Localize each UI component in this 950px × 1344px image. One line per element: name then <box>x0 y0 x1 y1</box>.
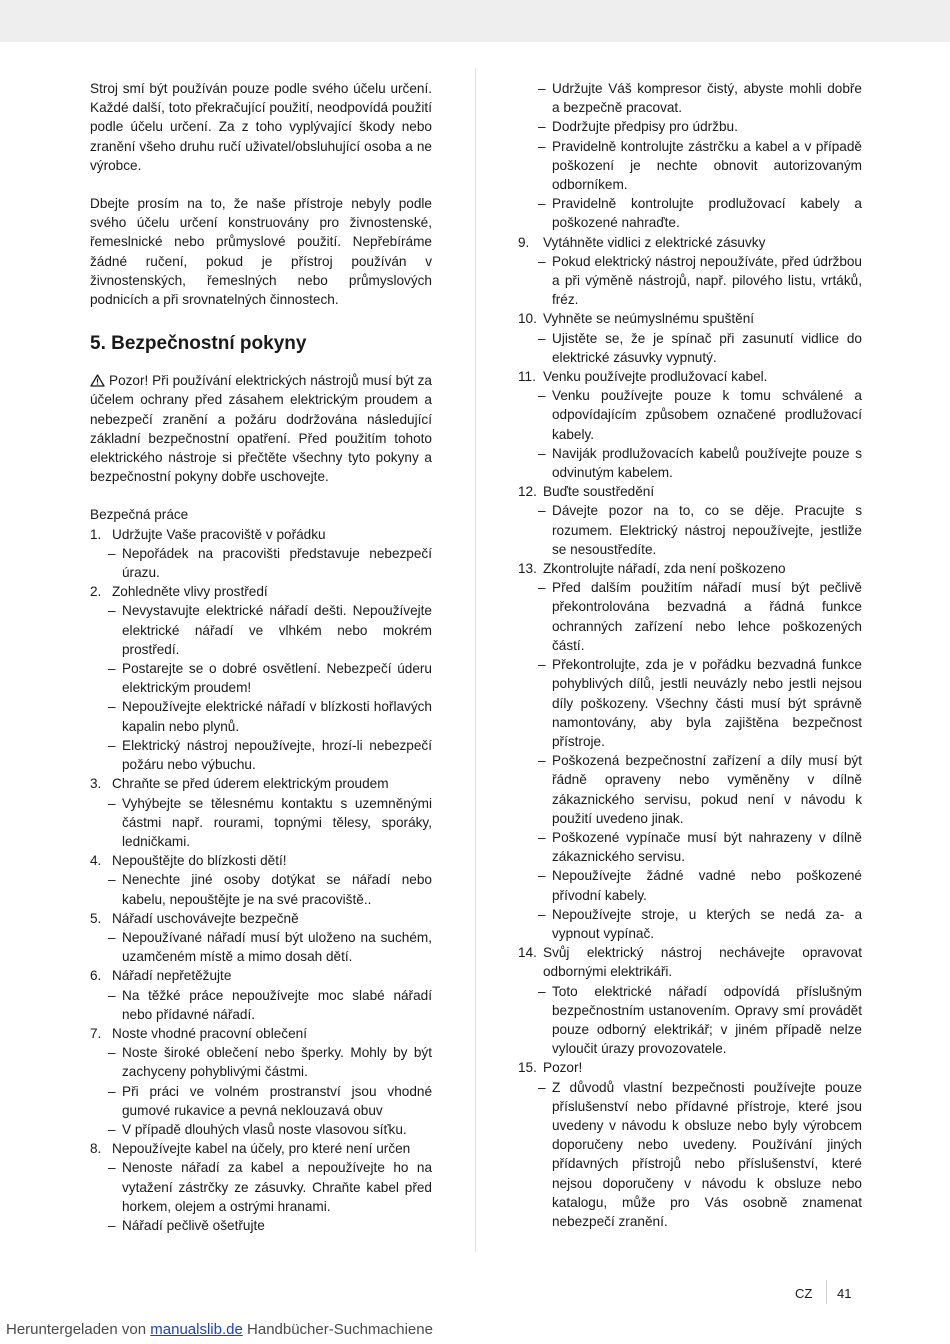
dash-marker: – <box>538 445 546 461</box>
page-number: 41 <box>837 1286 852 1301</box>
dash-marker: – <box>108 1083 116 1099</box>
bullet-item <box>518 386 862 444</box>
bullet-item <box>90 870 432 908</box>
item-text: Na těžké práce nepoužívejte moc slabé nářadí nebo přídavné nářadí. <box>122 987 432 1022</box>
bullet-item <box>518 252 862 310</box>
item-text: Nepoužívejte elektrické nářadí v blízkosti hořlavých kapalin nebo plynů. <box>122 699 432 734</box>
item-text: Noste široké oblečení nebo šperky. Mohly by být zachyceny pohyblivými částmi. <box>122 1045 432 1080</box>
dash-marker: – <box>538 138 546 154</box>
item-text: Dodržujte předpisy pro údržbu. <box>552 119 738 135</box>
item-text: Toto elektrické nářadí odpovídá příslušným bezpečnostním ustanovením. Opravy smí provádět pouze odborný elektrikář; v jiném případě nelze vyloučit úrazy provozovatele. <box>552 983 862 1057</box>
item-text: Nepoužívejte stroje, u kterých se nedá za- a vypnout vypínač. <box>552 906 862 941</box>
dash-marker: – <box>538 657 546 673</box>
dash-marker: – <box>538 580 546 596</box>
column-divider <box>475 68 476 1252</box>
bullet-item <box>90 794 432 852</box>
numbered-item <box>518 233 862 252</box>
warning-text: Pozor! Při používání elektrických nástrojů musí být za účelem ochrany před zásahem elektrickým proudem a nebezpečí zranění a požáru dodržována následující základní bezpečnostní opatření. Před použitím tohoto elektrického nástroje si přečtěte všechny tyto pokyny a bezpečnostní pokyny dobře uschovejte. <box>90 373 432 485</box>
item-text: Udržujte Váš kompresor čistý, abyste mohli dobře a bezpečně pracovat. <box>552 81 862 116</box>
item-text: Nevystavujte elektrické nářadí dešti. Nepoužívejte elektrické nářadí ve vlhkém nebo mokrém prostředí. <box>122 603 432 657</box>
bullet-item <box>518 117 862 136</box>
right-safety-list <box>518 79 862 1231</box>
bullet-item <box>90 544 432 582</box>
bullet-item <box>90 1082 432 1120</box>
item-text: Zkontrolujte nářadí, zda není poškozeno <box>543 561 786 577</box>
item-text: Vyhýbejte se tělesnému kontaktu s uzemněnými částmi např. rourami, topnými tělesy, sporáky, ledničkami. <box>122 795 432 849</box>
item-text: Chraňte se před úderem elektrickým proudem <box>112 776 389 792</box>
item-text: Elektrický nástroj nepoužívejte, hrozí-li nebezpečí požáru nebo výbuchu. <box>122 737 432 773</box>
item-number: 11. <box>518 369 536 385</box>
dash-marker: – <box>108 545 116 561</box>
item-text: Nenoste nářadí za kabel a nepoužívejte ho na vytažení zástrčky ze zásuvky. Chraňte kabel před horkem, olejem a ostrými hranami. <box>122 1160 432 1214</box>
item-text: Při práci ve volném prostranství jsou vhodné gumové rukavice a pevná neklouzavá obuv <box>122 1083 432 1118</box>
left-column <box>90 79 432 1235</box>
dash-marker: – <box>108 737 116 753</box>
item-text: Postarejte se o dobré osvětlení. Nebezpečí úderu elektrickým proudem! <box>122 661 432 696</box>
manualslib-link[interactable]: manualslib.de <box>150 1321 243 1338</box>
dash-marker: – <box>538 253 546 269</box>
bullet-item <box>518 866 862 904</box>
numbered-item <box>90 1024 432 1043</box>
dash-marker: – <box>108 661 116 677</box>
bullet-item <box>90 1043 432 1081</box>
bullet-item <box>90 697 432 735</box>
bullet-item <box>518 982 862 1059</box>
item-number: 14. <box>518 945 537 961</box>
top-bar <box>0 0 950 42</box>
download-prefix: Heruntergeladen von <box>6 1321 147 1338</box>
intro-paragraph-1: Stroj smí být používán pouze podle svého účelu určení. Každé další, toto překračující použití, neodpovídá použití podle účelu určení. Za z toho vyplývající škody nebo zranění všeho druhu ručí uživatel/obsluhující osoba a ne výrobce. <box>90 81 432 173</box>
item-text: Zohledněte vlivy prostředí <box>112 584 268 600</box>
item-text: Z důvodů vlastní bezpečnosti používejte pouze příslušenství nebo přídavné přístroje, které jsou uvedeny v návodu k obsluze nebo byly výrobcem doporučeny nebo uvedeny. Používání jiných přídavných přístrojů nebo příslušenství, které nejsou doporučeny v návodu k obsluze nebo katalogu, může pro Vás osobně znamenat nebezpečí zranění. <box>552 1079 862 1229</box>
bullet-item <box>518 79 862 117</box>
dash-marker: – <box>108 1045 116 1061</box>
item-number: 5. <box>90 910 102 926</box>
intro-paragraph-2: Dbejte prosím na to, že naše přístroje nebyly podle svého účelu určení konstruovány pro živnostenské, řemeslnické nebo průmyslové použití. Nepřebíráme žádné ručení, pokud je přístroj používán v živnostenských, řemeslných nebo průmyslových podnicích a při srovnatelných činnostech. <box>90 196 432 308</box>
item-text: Nepoužívejte žádné vadné nebo poškozené přívodní kabely. <box>552 868 862 903</box>
dash-marker: – <box>108 1160 116 1176</box>
item-text: Nářadí pečlivě ošetřujte <box>122 1217 265 1233</box>
bullet-item <box>90 659 432 697</box>
dash-marker: – <box>538 829 546 845</box>
item-text: Pokud elektrický nástroj nepoužíváte, před údržbou a při výměně nástrojů, např. pilového listu, vrtáků, fréz. <box>552 253 862 308</box>
numbered-item <box>90 909 432 928</box>
bullet-item <box>518 828 862 866</box>
bullet-item <box>90 1120 432 1139</box>
item-text: Noste vhodné pracovní oblečení <box>112 1025 307 1041</box>
bullet-item <box>90 1158 432 1216</box>
dash-marker: – <box>538 906 546 922</box>
item-text: Nepoužívejte kabel na účely, pro které není určen <box>112 1141 411 1157</box>
bullet-item <box>518 1078 862 1232</box>
right-column <box>518 79 862 1231</box>
item-number: 15. <box>518 1060 537 1076</box>
item-text: Dávejte pozor na to, co se děje. Pracujte s rozumem. Elektrický nástroj nepoužívejte, jestliže se nesoustředíte. <box>552 503 862 557</box>
item-text: Nářadí uschovávejte bezpečně <box>112 910 299 926</box>
item-number: 13. <box>518 561 537 577</box>
item-text: Poškozená bezpečnostní zařízení a díly musí být řádně opraveny nebo vyměněny v dílně zákaznického servisu, pokud není v návodu k použití uvedeno jinak. <box>552 753 862 826</box>
item-text: Pravidelně kontrolujte zástrčku a kabel a v případě poškození je nechte obnovit autorizovaným odborníkem. <box>552 138 862 193</box>
item-text: Vyhněte se neúmyslnému spuštění <box>543 311 755 327</box>
numbered-item <box>90 1139 432 1158</box>
item-text: Nepoužívané nářadí musí být uloženo na suchém, uzamčeném místě a mimo dosah dětí. <box>122 929 432 965</box>
dash-marker: – <box>538 196 546 212</box>
bullet-item <box>90 601 432 659</box>
download-suffix: Handbücher-Suchmachiene <box>247 1321 433 1338</box>
dash-marker: – <box>108 1217 116 1233</box>
bullet-item <box>518 501 862 559</box>
item-text: V případě dlouhých vlasů noste vlasovou síťku. <box>122 1121 407 1137</box>
warning-triangle-icon <box>90 374 105 387</box>
section-heading: 5. Bezpečnostní pokyny <box>90 333 307 355</box>
bullet-item <box>518 194 862 232</box>
bullet-item <box>518 137 862 195</box>
dash-marker: – <box>108 929 116 945</box>
numbered-item <box>518 943 862 981</box>
dash-marker: – <box>108 603 116 619</box>
numbered-item <box>518 309 862 328</box>
item-number: 4. <box>90 853 102 869</box>
dash-marker: – <box>538 1079 546 1095</box>
bullet-item <box>90 1216 432 1235</box>
item-text: Udržujte Vaše pracoviště v pořádku <box>112 526 326 542</box>
item-text: Ujistěte se, že je spínač při zasunutí vidlice do elektrické zásuvky vypnutý. <box>552 330 862 365</box>
dash-marker: – <box>538 388 546 404</box>
item-text: Nenechte jiné osoby dotýkat se nářadí nebo kabelu, nepouštějte je na své pracoviště.. <box>122 872 432 907</box>
numbered-item <box>90 966 432 985</box>
item-number: 9. <box>518 234 530 250</box>
bullet-item <box>518 444 862 482</box>
dash-marker: – <box>538 119 546 135</box>
numbered-item <box>518 367 862 386</box>
dash-marker: – <box>108 795 116 811</box>
dash-marker: – <box>538 503 546 519</box>
numbered-item <box>518 482 862 501</box>
dash-marker: – <box>538 81 546 96</box>
item-text: Vytáhněte vidlici z elektrické zásuvky <box>543 234 766 250</box>
dash-marker: – <box>108 872 116 888</box>
bullet-item <box>90 986 432 1024</box>
bullet-item <box>518 329 862 367</box>
numbered-item <box>518 1058 862 1077</box>
item-number: 3. <box>90 776 102 792</box>
numbered-item <box>518 559 862 578</box>
item-number: 6. <box>90 968 102 984</box>
item-text: Venku používejte prodlužovací kabel. <box>543 369 768 385</box>
numbered-item <box>90 774 432 793</box>
dash-marker: – <box>538 983 546 999</box>
left-safety-list <box>90 525 432 1236</box>
item-text: Nářadí nepřetěžujte <box>112 968 232 984</box>
bullet-item <box>90 928 432 966</box>
numbered-item <box>90 525 432 544</box>
dash-marker: – <box>538 868 546 884</box>
dash-marker: – <box>108 699 116 715</box>
dash-marker: – <box>538 753 546 769</box>
item-text: Poškozené vypínače musí být nahrazeny v dílně zákaznického servisu. <box>552 829 862 865</box>
item-text: Nepořádek na pracovišti představuje nebezpečí úrazu. <box>122 545 432 581</box>
bullet-item <box>518 655 862 751</box>
item-number: 8. <box>90 1141 102 1157</box>
bullet-item <box>90 736 432 774</box>
item-text: Pravidelně kontrolujte prodlužovací kabely a poškozené nahraďte. <box>552 196 862 231</box>
bullet-item <box>518 905 862 943</box>
item-text: Nepouštějte do blízkosti dětí! <box>112 853 287 869</box>
subheading: Bezpečná práce <box>90 507 189 523</box>
bullet-item <box>518 751 862 828</box>
item-text: Svůj elektrický nástroj nechávejte opravovat odbornými elektrikáři. <box>543 945 862 980</box>
item-text: Před dalším použitím nářadí musí být pečlivě překontrolována bezvadná a řádná funkce ochranných zařízení nebo lehce poškozených částí. <box>552 580 862 653</box>
item-number: 12. <box>518 484 537 500</box>
item-number: 1. <box>90 526 102 542</box>
item-text: Venku používejte pouze k tomu schválené a odpovídajícím způsobem označené prodlužovací kabely. <box>552 388 862 442</box>
warning-paragraph <box>90 371 432 486</box>
download-notice <box>6 1321 433 1339</box>
item-number: 7. <box>90 1025 102 1041</box>
item-text: Pozor! <box>543 1060 583 1076</box>
item-text: Překontrolujte, zda je v pořádku bezvadná funkce pohyblivých dílů, jestli neuvázly nebo jestli nejsou díly poškozeny. Všechny části musí být správně namontovány, aby byla zajištěna bezpečnost přístroje. <box>552 657 862 749</box>
numbered-item <box>90 582 432 601</box>
item-text: Buďte soustředění <box>543 484 655 500</box>
dash-marker: – <box>108 987 116 1003</box>
bullet-item <box>518 578 862 655</box>
footer-divider <box>826 1280 827 1304</box>
dash-marker: – <box>538 330 546 346</box>
language-code: CZ <box>795 1286 813 1301</box>
numbered-item <box>90 851 432 870</box>
item-number: 2. <box>90 584 102 600</box>
dash-marker: – <box>108 1121 116 1137</box>
item-number: 10. <box>518 311 537 327</box>
item-text: Naviják prodlužovacích kabelů používejte pouze s odvinutým kabelem. <box>552 445 862 481</box>
